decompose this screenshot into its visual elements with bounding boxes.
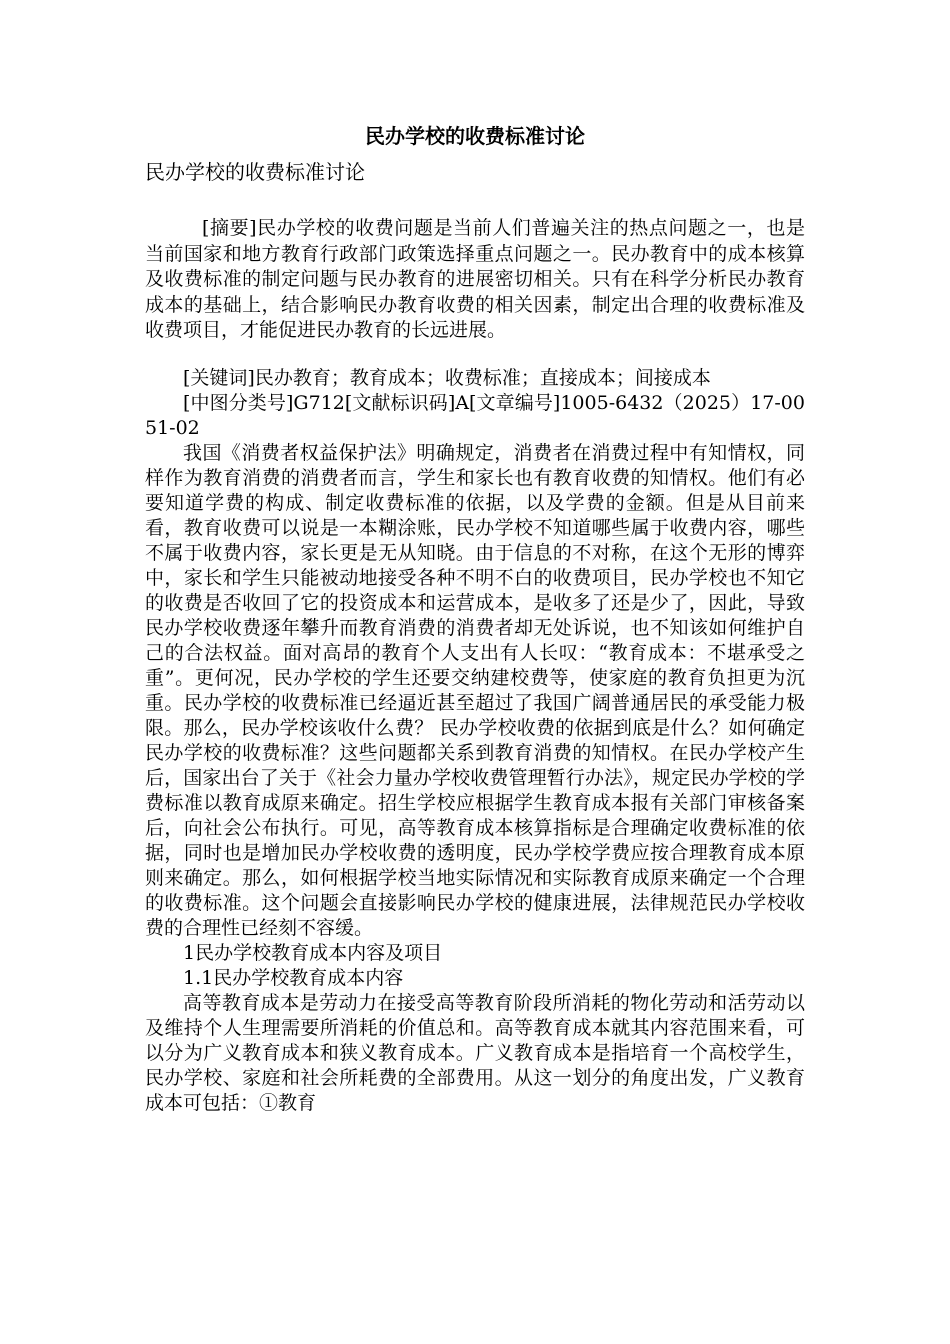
classification-paragraph: [中图分类号]G712[文献标识码]A[文章编号]1005-6432（2025）17-0051-02 (145, 391, 805, 439)
spacer (145, 190, 805, 216)
abstract-paragraph: [摘要]民办学校的收费问题是当前人们普遍关注的热点问题之一，也是当前国家和地方教育行政部门政策选择重点问题之一。民办教育中的成本核算及收费标准的制定问题与民办教育的进展密切相关。只有在科学分析民办教育成本的基础上，结合影响民办教育收费的相关因素，制定出合理的收费标准及收费项目，才能促进民办教育的长远进展。 (145, 217, 805, 341)
document-subtitle: 民办学校的收费标准讨论 (145, 160, 365, 184)
body-paragraph-2: 高等教育成本是劳动力在接受高等教育阶段所消耗的物化劳动和活劳动以及维持个人生理需要所消耗的价值总和。高等教育成本就其内容范围来看，可以分为广义教育成本和狭义教育成本。广义教育成本是指培育一个高校学生，民办学校、家庭和社会所耗费的全部费用。从这一划分的角度出发，广义教育成本可包括：①教育 (145, 991, 805, 1114)
spacer (145, 344, 805, 366)
document-page (145, 118, 805, 1116)
section-heading-1: 1民办学校教育成本内容及项目 (183, 941, 443, 964)
body-paragraph-1: 我国《消费者权益保护法》明确规定，消费者在消费过程中有知情权，同样作为教育消费的消费者而言，学生和家长也有教育收费的知情权。他们有必要知道学费的构成、制定收费标准的依据，以及学费的金额。但是从目前来看，教育收费可以说是一本糊涂账，民办学校不知道哪些属于收费内容，哪些不属于收费内容，家长更是无从知晓。由于信息的不对称，在这个无形的博弈中，家长和学生只能被动地接受各种不明不白的收费项目，民办学校也不知它的收费是否收回了它的投资成本和运营成本，是收多了还是少了，因此，导致民办学校收费逐年攀升而教育消费的消费者却无处诉说，也不知该如何维护自己的合法权益。面对高昂的教育个人支出有人长叹：“教育成本：不堪承受之重”。更何况，民办学校的学生还要交纳建校费等，使家庭的教育负担更为沉重。民办学校的收费标准已经逼近甚至超过了我国广阔普通居民的承受能力极限。那么，民办学校该收什么费？ 民办学校收费的依据到底是什么？如何确定民办学校的收费标准？这些问题都关系到教育消费的知情权。在民办学校产生后，国家出台了关于《社会力量办学校收费管理暂行办法》，规定民办学校的学费标准以教育成原来确定。招生学校应根据学生教育成本报有关部门审核备案后，向社会公布执行。可见，高等教育成本核算指标是合理确定收费标准的依据，同时也是增加民办学校收费的透明度，民办学校学费应按合理教育成本原则来确定。那么，如何根据学校当地实际情况和实际教育成原来确定一个合理的收费标准。这个问题会直接影响民办学校的健康进展，法律规范民办学校收费的合理性已经刻不容缓。 (145, 441, 805, 939)
document-title: 民办学校的收费标准讨论 (365, 124, 585, 148)
section-heading-1-1: 1.1民办学校教育成本内容 (183, 966, 404, 989)
keywords-paragraph: [关键词]民办教育；教育成本；收费标准；直接成本；间接成本 (183, 366, 711, 389)
